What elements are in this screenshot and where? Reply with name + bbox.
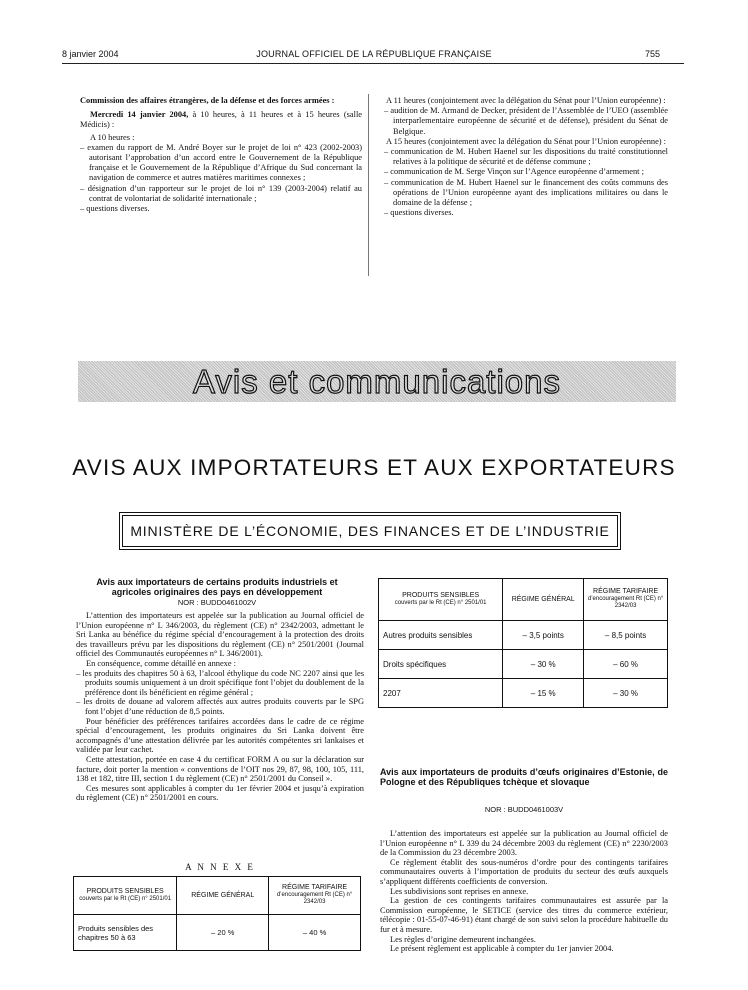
- table-cell-encouragement: – 40 %: [269, 915, 361, 951]
- annexe-table-right: [378, 578, 668, 708]
- header-main: RÉGIME TARIFAIRE: [593, 588, 659, 596]
- table-header-general: RÉGIME GÉNÉRAL: [503, 579, 584, 621]
- table-cell-encouragement: – 30 %: [584, 679, 668, 708]
- agenda-item: – questions diverses.: [384, 208, 454, 218]
- agenda-item: – désignation d’un rapporteur sur le projet de loi n° 139 (2003-2004) relatif au contrat de volontariat de solidarité internationale ;: [80, 183, 362, 203]
- notice-paragraph: L’attention des importateurs est appelée sur la publication au Journal officiel de l’Union européenne n° L 339 du 24 décembre 2003 du règlement (CE) n° 2230/2003 de la Commission du 23 décembre 2003.: [380, 829, 668, 858]
- notice-paragraph: En conséquence, comme détaillé en annexe :: [86, 658, 236, 668]
- header-sub: couverts par le Rt (CE) n° 2501/01: [394, 599, 487, 606]
- agenda-item: – audition de M. Armand de Decker, président de l’Assemblée de l’UEO (assemblée interparlementaire européenne de sécurité et de défense), président du Sénat de Belgique.: [384, 106, 668, 136]
- notice-paragraph: Ce règlement établit des sous-numéros d’ordre pour des contingents tarifaires communautaires ouverts à l’importation de produits du secteur des œufs auxquels s’appliquent différents coefficients de conversion.: [380, 857, 668, 886]
- time-11h: A 11 heures (conjointement avec la délégation du Sénat pour l’Union européenne) :: [386, 96, 666, 105]
- notice-paragraph: Le présent règlement est applicable à compter du 1er janvier 2004.: [390, 944, 614, 954]
- table-header-row: [74, 877, 361, 915]
- header-sub: couverts par le Rt (CE) n° 2501/01: [79, 895, 172, 902]
- section-banner: [78, 361, 676, 402]
- annexe-label: A N N E X E: [185, 862, 255, 872]
- table-cell-general: – 30 %: [503, 650, 584, 679]
- header-page-number: 755: [645, 49, 661, 59]
- notice-nor: NOR : BUDD0461002V: [177, 598, 257, 607]
- banner-title: Avis et communications: [192, 363, 562, 400]
- ministry-name: MINISTÈRE DE L’ÉCONOMIE, DES FINANCES ET DE L’INDUSTRIE: [130, 523, 610, 539]
- meeting-line: [80, 110, 362, 130]
- notice-title: Avis aux importateurs de produits d’œufs originaires d’Estonie, de Pologne et des Républiques tchèque et slovaque: [380, 767, 668, 787]
- notice-paragraph: Les règles d’origine demeurent inchangées.: [390, 934, 536, 944]
- agenda-item: – examen du rapport de M. André Boyer sur le projet de loi n° 423 (2002-2003) autorisant l’approbation d’un accord entre le Gouvernement de la République française et le Gouvernement de la République d’Afrique du Sud concernant la navigation de commerce et autres matières maritimes connexes ;: [80, 142, 362, 183]
- notice-body: [380, 829, 668, 954]
- time-15h: A 15 heures (conjointement avec la délégation du Sénat pour l’Union européenne) :: [386, 136, 667, 146]
- agenda-item: – communication de M. Hubert Haenel sur le financement des coûts communs des opérations de l’Union européenne ayant des implications militaires ou dans le domaine de la défense ;: [384, 177, 668, 208]
- time-10h: A 10 heures :: [90, 132, 135, 142]
- table-header-row: [379, 579, 668, 621]
- notice-title: Avis aux importateurs de certains produits industriels et agricoles originaires des pays en développement: [96, 577, 338, 597]
- table-cell-general: – 15 %: [503, 679, 584, 708]
- table-cell-general: – 3,5 points: [503, 621, 584, 650]
- table-cell-product: Produits sensibles des chapitres 50 à 63: [74, 915, 177, 951]
- notice-item: – les produits des chapitres 50 à 63, l’alcool éthylique du code NC 2207 ainsi que les produits soumis uniquement à un droit spécifique font l’objet du doublement de la préférence dont ils bénéficient en régime général ;: [76, 668, 364, 697]
- notice-body: [76, 611, 364, 803]
- table-cell-encouragement: – 8,5 points: [584, 621, 668, 650]
- header-rule: [62, 63, 684, 64]
- agenda-item: – communication de M. Hubert Haenel sur les dispositions du traité constitutionnel relatives à la politique de sécurité et de défense commune ;: [384, 147, 668, 167]
- agenda-item: – questions diverses.: [80, 204, 150, 214]
- annexe-table-left: [73, 876, 361, 951]
- notice-paragraph: Ces mesures sont applicables à compter du 1er février 2004 et jusqu’à expiration du règlement (CE) n° 2501/2001 en cours.: [76, 783, 364, 803]
- top-right-column: [376, 96, 668, 218]
- header-journal-title: JOURNAL OFFICIEL DE LA RÉPUBLIQUE FRANÇAISE: [256, 49, 492, 59]
- table-row: [74, 915, 361, 951]
- commission-heading: Commission des affaires étrangères, de la défense et des forces armées :: [80, 96, 335, 105]
- notice-item: – les droits de douane ad valorem affectés aux autres produits couverts par le SPG font l’objet d’une réduction de 8,5 points.: [76, 697, 364, 716]
- ministry-box: [122, 515, 618, 547]
- notice-paragraph: L’attention des importateurs est appelée sur la publication au Journal officiel de l’Union européenne n° L 346/2003, du règlement (CE) n° 2342/2003, admettant le Sri Lanka au bénéfice du régime spécial d’encouragement à la protection des droits des travailleurs prévu par les dispositions du règlement (CE) n° 2501/2001 (Journal officiel des Communautés européennes n° L 346/2001).: [76, 611, 364, 659]
- table-header-encouragement: [269, 877, 361, 915]
- table-cell-general: – 20 %: [177, 915, 269, 951]
- notice-paragraph: La gestion de ces contingents tarifaires communautaires est assurée par la Commission européenne, le SETICE (service des titres du commerce extérieur, télécopie : 01-55-07-46-91) étant chargé de son suivi selon la procédure habituelle du fur et à mesure.: [380, 896, 668, 934]
- table-row: [379, 679, 668, 708]
- header-sub: d’encouragement Rt (CE) n° 2342/03: [276, 891, 353, 906]
- table-cell-product: Droits spécifiques: [379, 650, 503, 679]
- table-cell-encouragement: – 60 %: [584, 650, 668, 679]
- notice-paragraph: Les subdivisions sont reprises en annexe.: [390, 886, 529, 896]
- table-header-general: RÉGIME GÉNÉRAL: [177, 877, 269, 915]
- header-main: PRODUITS SENSIBLES: [402, 592, 480, 599]
- meeting-date: Mercredi 14 janvier 2004,: [90, 110, 189, 120]
- header-date: 8 janvier 2004: [62, 49, 119, 59]
- table-row: [379, 650, 668, 679]
- table-cell-product: 2207: [379, 679, 503, 708]
- table-header-products: [74, 877, 177, 915]
- header-main: PRODUITS SENSIBLES: [86, 888, 164, 895]
- table-cell-product: Autres produits sensibles: [379, 621, 503, 650]
- top-left-column: [80, 96, 362, 214]
- table-header-products: [379, 579, 503, 621]
- header-main: RÉGIME TARIFAIRE: [282, 884, 348, 892]
- notice-paragraph: Pour bénéficier des préférences tarifaires accordées dans le cadre de ce régime spécial d’encouragement, les produits originaires du Sri Lanka doivent être accompagnés d’une attestation délivrée par les autorités compétentes sri lankaises et validée par leur cachet.: [76, 716, 364, 755]
- notice-nor: NOR : BUDD0461003V: [484, 805, 564, 814]
- meeting-times: à 10 heures, à 11 heures et à 15 heures (salle Médicis) :: [80, 110, 362, 130]
- column-divider: [368, 94, 369, 276]
- header-sub: d’encouragement Rt (CE) n° 2342/03: [587, 595, 664, 610]
- table-header-encouragement: [584, 579, 668, 621]
- notice-paragraph: Cette attestation, portée en case 4 du certificat FORM A ou sur la déclaration sur facture, doit porter la mention « conventions de l’OIT nos 29, 87, 98, 100, 105, 111, 138 et 182, titre III, section 1 du règlement (CE) n° 2501/2001 du Conseil ».: [76, 754, 364, 784]
- table-row: [379, 621, 668, 650]
- section-title: AVIS AUX IMPORTATEURS ET AUX EXPORTATEURS: [72, 455, 676, 480]
- agenda-item: – communication de M. Serge Vinçon sur l’Agence européenne d’armement ;: [384, 167, 644, 177]
